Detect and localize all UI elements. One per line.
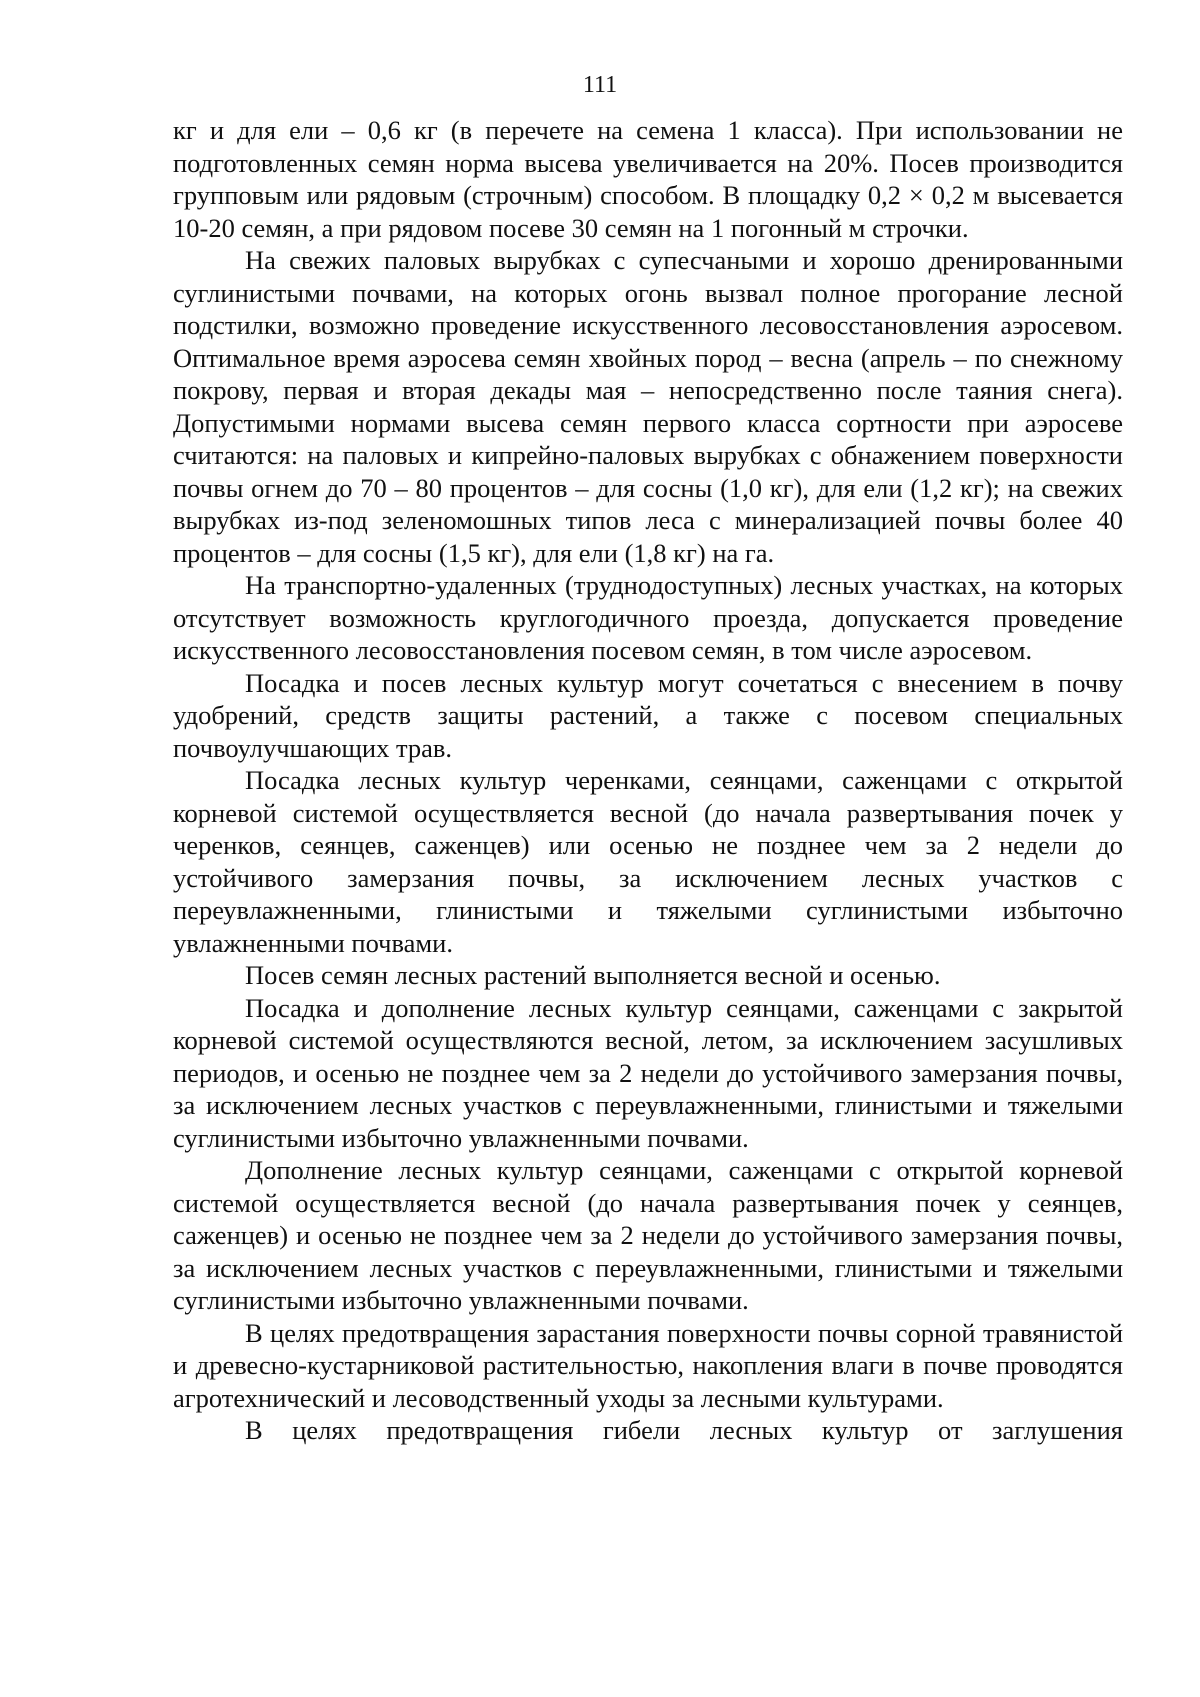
paragraph-suppression-prevention: В целях предотвращения гибели лесных культур от заглушения — [245, 1415, 1123, 1445]
paragraph-remote-plots: На транспортно-удаленных (труднодоступных) лесных участках, на которых отсутствует возможность круглогодичного проезда, допускается проведение искусственного лесовосстановления посевом семян, в том числе аэросевом. — [173, 570, 1123, 665]
body-text — [173, 114, 1123, 1447]
paragraph-weed-prevention: В целях предотвращения зарастания поверхности почвы сорной травянистой и древесно-кустарниковой растительностью, накопления влаги в почве проводятся агротехнический и лесоводственный уходы за лесными культурами. — [173, 1317, 1123, 1413]
paragraph-open-root-supplement: Дополнение лесных культур сеянцами, саженцами с открытой корневой системой осуществляется весной (до начала развертывания почек у сеянцев, саженцев) и осенью не позднее чем за 2 недели до устойчивого замерзания почвы, за исключением лесных участков с переувлажненными, глинистыми и тяжелыми суглинистыми избыточно увлажненными почвами. — [173, 1155, 1123, 1315]
page-number: 111 — [582, 72, 618, 98]
paragraph-open-root-planting: Посадка лесных культур черенками, сеянцами, саженцами с открытой корневой системой осуществляется весной (до начала развертывания почек у черенков, сеянцев, саженцев) или осенью не позднее чем за 2 недели до устойчивого замерзания почвы, за исключением лесных участков с переувлажненными, глинистыми и тяжелыми суглинистыми избыточно увлажненными почвами. — [173, 765, 1123, 958]
paragraph-closed-root-planting: Посадка и дополнение лесных культур сеянцами, саженцами с закрытой корневой системой осуществляются весной, летом, за исключением засушливых периодов, и осенью не позднее чем за 2 недели до устойчивого замерзания почвы, за исключением лесных участков с переувлажненными, глинистыми и тяжелыми суглинистыми избыточно увлажненными почвами. — [173, 992, 1123, 1153]
paragraph-fertilizers: Посадка и посев лесных культур могут сочетаться с внесением в почву удобрений, средств защиты растений, а также с посевом специальных почвоулучшающих трав. — [173, 667, 1123, 763]
paragraph-aerial-seeding: На свежих паловых вырубках с супесчаными и хорошо дренированными суглинистыми почвами, на которых огонь вызвал полное прогорание лесной подстилки, возможно проведение искусственного лесовосстановления аэросевом. Оптимальное время аэросева семян хвойных пород – весна (апрель – по снежному покрову, первая и вторая декады мая – непосредственно после таяния снега). Допустимыми нормами высева семян первого класса сортности при аэросеве считаются: на паловых и кипрейно-паловых вырубках с обнажением поверхности почвы огнем до 70 – 80 процентов – для сосны (1,0 кг), для ели (1,2 кг); на свежих вырубках из-под зеленомошных типов леса с минерализацией почвы более 40 процентов – для сосны (1,5 кг), для ели (1,8 кг) на га. — [173, 245, 1123, 568]
paragraph-seed-sowing: Посев семян лесных растений выполняется весной и осенью. — [245, 960, 941, 990]
paragraph-continuation: кг и для ели – 0,6 кг (в перечете на семена 1 класса). При использовании не подготовленных семян норма высева увеличивается на 20%. Посев производится групповым или рядовым (строчным) способом. В площадку 0,2 × 0,2 м высевается 10-20 семян, а при рядовом посеве 30 семян на 1 погонный м строчки. — [173, 115, 1123, 243]
